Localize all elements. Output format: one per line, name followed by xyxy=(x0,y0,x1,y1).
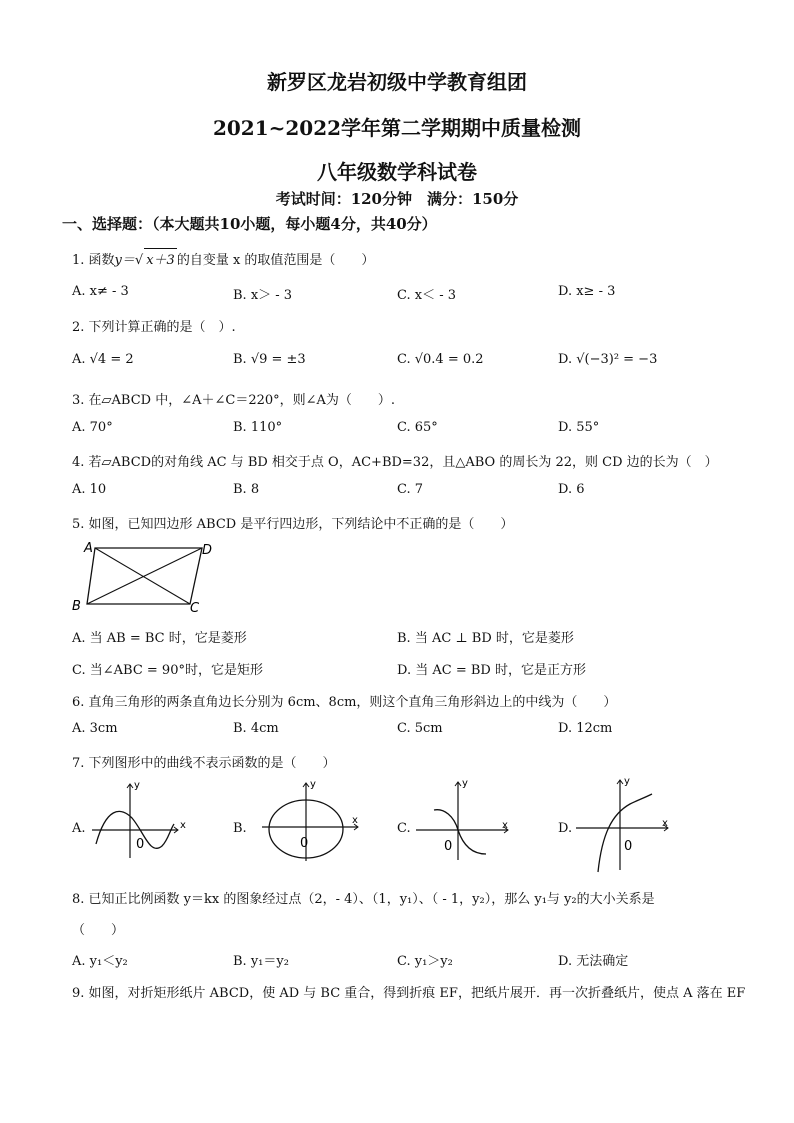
question-1 xyxy=(72,248,374,268)
q6-option-a: A. 3cm xyxy=(72,721,118,736)
sqrt-sign: √ xyxy=(134,253,144,268)
q7-graph-a xyxy=(88,778,184,860)
q5-option-b: B. 当 AC ⊥ BD 时，它是菱形 xyxy=(397,631,574,646)
y-axis-label: y xyxy=(310,779,316,790)
q8-option-c: C. y₁＞y₂ xyxy=(397,954,453,969)
q1-options xyxy=(0,284,794,304)
origin-label: 0 xyxy=(624,839,633,854)
q8-option-d: D. 无法确定 xyxy=(558,954,629,969)
q1-expr-left: y＝ xyxy=(114,253,135,268)
q7-option-d-label: D. xyxy=(558,821,573,836)
subject-title: 八年级数学科试卷 xyxy=(317,160,477,184)
q1-suffix: 的自变量 x 的取值范围是（ ） xyxy=(176,253,375,268)
question-7: 7. 下列图形中的曲线不表示函数的是（ ） xyxy=(72,756,336,771)
q3-options xyxy=(0,420,794,440)
q1-prefix: 1. 函数 xyxy=(72,253,115,268)
q1-option-a: A. x≠ - 3 xyxy=(72,284,129,299)
q6-option-b: B. 4cm xyxy=(233,721,279,736)
q1-option-d: D. x≥ - 3 xyxy=(558,284,616,299)
decreasing-curve xyxy=(434,810,486,854)
q2-option-b: B. √9 = ±3 xyxy=(233,352,306,367)
increasing-curve xyxy=(598,794,652,872)
origin-label: 0 xyxy=(444,839,453,854)
vertex-label-d: D xyxy=(202,543,213,558)
q5-option-c: C. 当∠ABC = 90°时，它是矩形 xyxy=(72,663,263,678)
x-axis-label: x xyxy=(352,815,358,826)
y-axis-label: y xyxy=(462,778,468,789)
q7-option-a-label: A. xyxy=(72,821,86,836)
question-8: 8. 已知正比例函数 y＝kx 的图象经过点（2，- 4）、（1，y₁）、（ - 1，y₂），那么 y₁与 y₂的大小关系是 xyxy=(72,892,655,907)
x-axis-label: x xyxy=(180,820,186,831)
q7-option-c-label: C. xyxy=(397,821,411,836)
school-group-title: 新罗区龙岩初级中学教育组团 xyxy=(267,70,527,94)
q7-graph-d xyxy=(574,774,674,874)
q4-option-a: A. 10 xyxy=(72,482,107,497)
q3-option-c: C. 65° xyxy=(397,420,438,435)
origin-label: 0 xyxy=(300,836,309,851)
question-4: 4. 若▱ABCD的对角线 AC 与 BD 相交于点 O，AC+BD=32，且△ABO 的周长为 22，则 CD 边的长为（ ） xyxy=(72,455,718,470)
q3-option-a: A. 70° xyxy=(72,420,113,435)
q6-option-d: D. 12cm xyxy=(558,721,613,736)
origin-label: 0 xyxy=(136,837,145,852)
q8-answer-paren: （ ） xyxy=(72,923,125,938)
q4-option-b: B. 8 xyxy=(233,482,260,497)
q2-option-a: A. √4 = 2 xyxy=(72,352,134,367)
q3-option-b: B. 110° xyxy=(233,420,283,435)
diagonal-ac xyxy=(95,548,190,604)
q4-option-c: C. 7 xyxy=(397,482,424,497)
q8-option-b: B. y₁＝y₂ xyxy=(233,954,289,969)
exam-info: 考试时间：120分钟 满分：150分 xyxy=(275,190,519,208)
q3-option-d: D. 55° xyxy=(558,420,600,435)
q8-option-a: A. y₁＜y₂ xyxy=(72,954,128,969)
vertex-label-b: B xyxy=(72,599,81,614)
q5-options-row2 xyxy=(0,659,794,679)
q7-option-b-label: B. xyxy=(233,821,247,836)
vertex-label-a: A xyxy=(84,541,93,556)
q1-option-b: B. x＞ - 3 xyxy=(233,288,293,303)
q6-option-c: C. 5cm xyxy=(397,721,443,736)
y-axis-label: y xyxy=(134,780,140,791)
x-axis-label: x xyxy=(502,820,508,831)
x-axis-label: x xyxy=(662,818,668,829)
vertex-label-c: C xyxy=(190,601,200,616)
section-heading-choice: 一、选择题：（本大题共10小题，每小题4分，共40分） xyxy=(62,215,437,233)
question-5: 5. 如图，已知四边形 ABCD 是平行四边形，下列结论中不正确的是（ ） xyxy=(72,517,514,532)
y-axis-label: y xyxy=(624,776,630,787)
q7-graph-b xyxy=(262,775,362,863)
q4-option-d: D. 6 xyxy=(558,482,585,497)
q2-option-d: D. √(−3)² = −3 xyxy=(558,352,658,367)
q2-option-c: C. √0.4 = 0.2 xyxy=(397,352,484,367)
q6-options xyxy=(0,721,794,741)
q4-options xyxy=(0,482,794,502)
q2-options xyxy=(0,352,794,372)
question-3: 3. 在▱ABCD 中，∠A＋∠C＝220°，则∠A为（ ）. xyxy=(72,393,396,408)
question-2: 2. 下列计算正确的是（ ）. xyxy=(72,320,236,335)
q7-graph-c xyxy=(414,776,514,862)
question-6: 6. 直角三角形的两条直角边长分别为 6cm、8cm，则这个直角三角形斜边上的中线为（ ） xyxy=(72,695,617,710)
diagonal-bd xyxy=(87,548,202,604)
exam-term-title: 2021~2022学年第二学期期中质量检测 xyxy=(212,116,582,140)
q8-options xyxy=(0,950,794,970)
q1-option-c: C. x＜ - 3 xyxy=(397,288,457,303)
q1-radicand: x＋3 xyxy=(144,248,177,268)
q5-option-d: D. 当 AC = BD 时，它是正方形 xyxy=(397,663,586,678)
question-9: 9. 如图，对折矩形纸片 ABCD，使 AD 与 BC 重合，得到折痕 EF，把纸片展开．再一次折叠纸片，使点 A 落在 EF xyxy=(72,986,746,1001)
q5-option-a: A. 当 AB = BC 时，它是菱形 xyxy=(72,631,247,646)
parallelogram-figure xyxy=(70,538,220,618)
q5-options-row1 xyxy=(0,627,794,647)
